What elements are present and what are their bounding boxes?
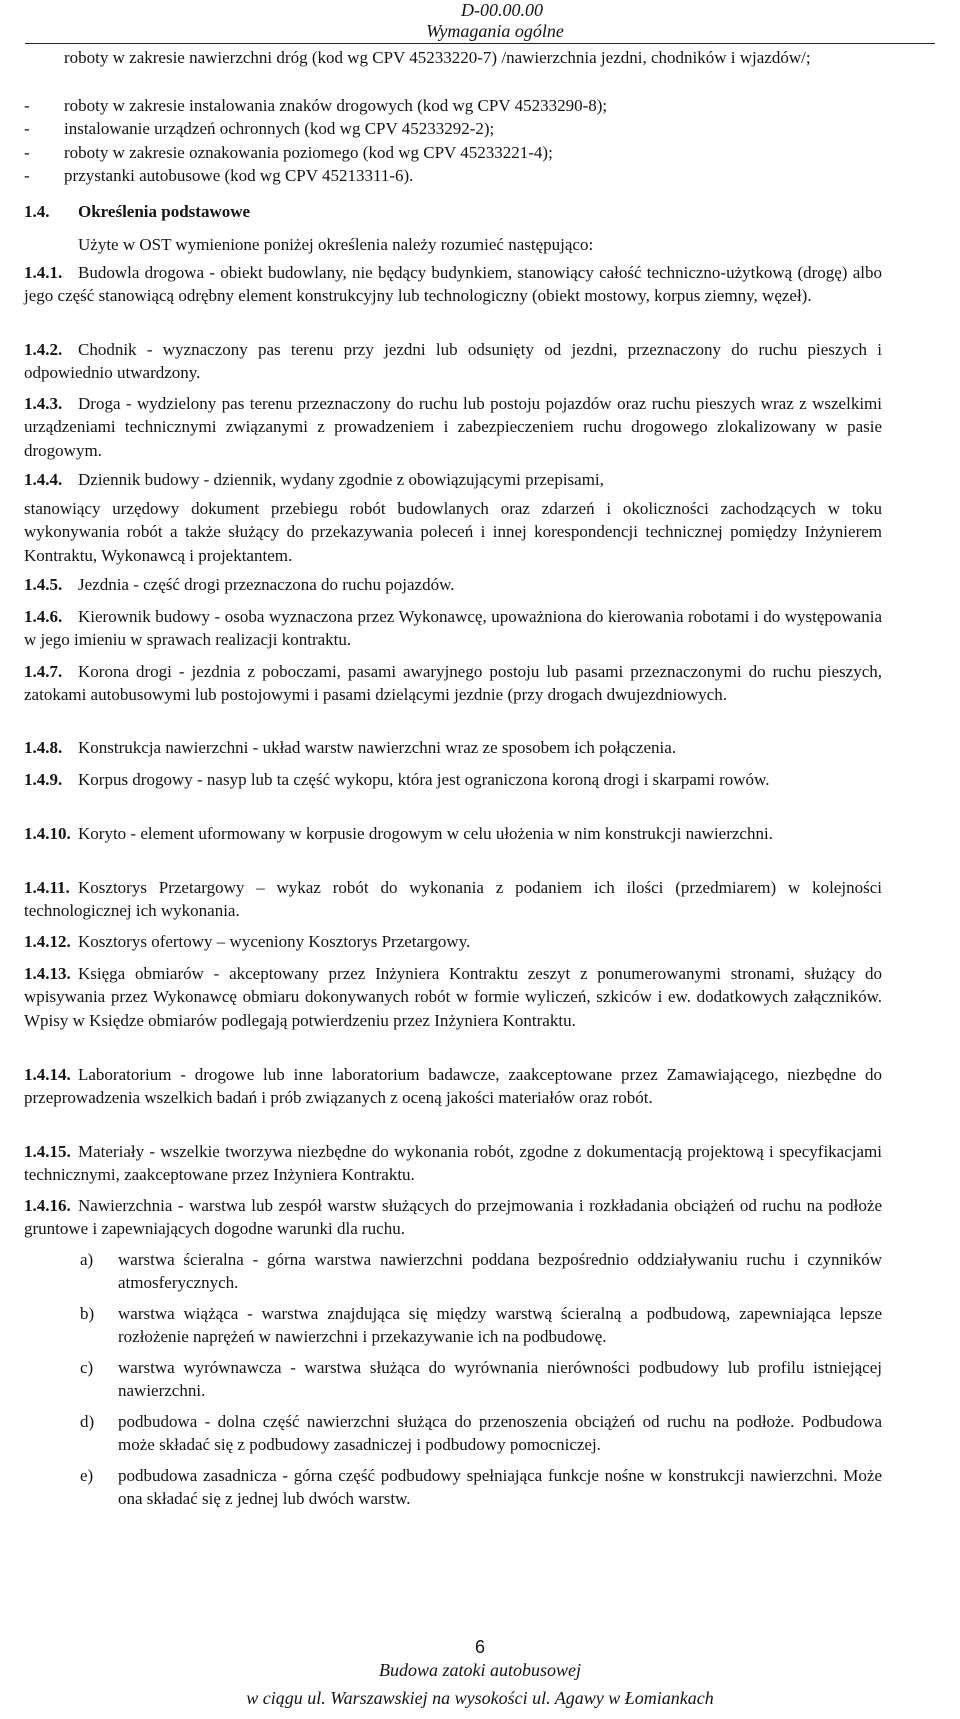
bullet-item: roboty w zakresie nawierzchni dróg (kod wg CPV 45233220-7) /nawierzchnia jezdni, chodników i wjazdów/;	[64, 48, 811, 67]
sub-list-item: e) podbudowa zasadnicza - górna część podbudowy spełniająca funkcje nośne w konstrukcji nawierzchni. Może ona składać się z jednej lub dwóch warstw.	[80, 1466, 882, 1509]
page-header	[0, 0, 960, 44]
definition-paragraph: 1.4.2. Chodnik - wyznaczony pas terenu przy jezdni lub odsunięty od jezdni, przeznaczony do ruchu pieszych i odpowiednio utwardzony.	[24, 340, 882, 383]
definition-paragraph: 1.4.9. Korpus drogowy - nasyp lub ta część wykopu, która jest ograniczona koroną drogi i skarpami rowów.	[24, 770, 770, 789]
sub-list-item: d) podbudowa - dolna część nawierzchni służąca do przenoszenia obciążeń od ruchu na podłoże. Podbudowa może składać się z podbudowy zasadniczej i podbudowy pomocniczej.	[80, 1412, 882, 1455]
definition-paragraph: 1.4.4. Dziennik budowy - dziennik, wydany zgodnie z obowiązującymi przepisami,	[24, 470, 604, 489]
section-intro: Użyte w OST wymienione poniżej określenia należy rozumieć następująco:	[78, 235, 594, 254]
bullet-item: - roboty w zakresie oznakowania poziomego (kod wg CPV 45233221-4);	[24, 143, 553, 162]
sub-list-item: c) warstwa wyrównawcza - warstwa służąca do wyrównania nierówności podbudowy lub profilu istniejącej nawierzchni.	[80, 1358, 882, 1401]
footer-line-1: Budowa zatoki autobusowej	[379, 1660, 581, 1680]
sub-list-item: b) warstwa wiążąca - warstwa znajdująca się między warstwą ścieralną a podbudową, zapewniająca lepsze rozłożenie naprężeń w nawierzchni i przekazywanie ich na podbudowę.	[80, 1304, 882, 1347]
bullet-item: - przystanki autobusowe (kod wg CPV 45213311-6).	[24, 166, 414, 185]
definition-paragraph: 1.4.7. Korona drogi - jezdnia z poboczami, pasami awaryjnego postoju lub pasami przeznaczonymi do ruchu pieszych, zatokami autobusowymi lub postojowymi i pasami dzielącymi jezdnie (przy drogach dwujezdniowych.	[24, 662, 882, 705]
page-number: 6	[474, 1637, 485, 1657]
definition-paragraph: 1.4.8. Konstrukcja nawierzchni - układ warstw nawierzchni wraz ze sposobem ich połączenia.	[24, 738, 677, 757]
definition-paragraph: 1.4.6. Kierownik budowy - osoba wyznaczona przez Wykonawcę, upoważniona do kierowania robotami i do występowania w jego imieniu w sprawach realizacji kontraktu.	[24, 607, 882, 650]
definition-paragraph: 1.4.3. Droga - wydzielony pas terenu przeznaczony do ruchu lub postoju pojazdów oraz ruchu pieszych wraz z wszelkimi urządzeniami technicznymi związanymi z prowadzeniem i zabezpieczeniem ruchu drogowego zlokalizowany w pasie drogowym.	[24, 394, 882, 460]
definition-paragraph: 1.4.16. Nawierzchnia - warstwa lub zespół warstw służących do przejmowania i rozkładania obciążeń od ruchu na podłoże gruntowe i zapewniających dogodne warunki dla ruchu.	[24, 1196, 882, 1239]
footer-line-2: w ciągu ul. Warszawskiej na wysokości ul. Agawy w Łomiankach	[246, 1688, 714, 1708]
bullet-item: - roboty w zakresie instalowania znaków drogowych (kod wg CPV 45233290-8);	[24, 96, 608, 115]
definition-paragraph: 1.4.15. Materiały - wszelkie tworzywa niezbędne do wykonania robót, zgodne z dokumentacją projektową i specyfikacjami technicznymi, zaakceptowane przez Inżyniera Kontraktu.	[24, 1142, 882, 1185]
definition-paragraph: 1.4.5. Jezdnia - część drogi przeznaczona do ruchu pojazdów.	[24, 575, 455, 594]
definition-continuation: stanowiący urzędowy dokument przebiegu robót budowlanych oraz zdarzeń i okoliczności zachodzących w toku wykonywania robót a także służący do przekazywania poleceń i innej korespondencji technicznej pomiędzy Inżynierem Kontraktu, Wykonawcą i projektantem.	[24, 499, 882, 565]
definition-paragraph: 1.4.12. Kosztorys ofertowy – wyceniony Kosztorys Przetargowy.	[24, 932, 471, 951]
header-title: Wymagania ogólne	[25, 21, 935, 44]
sub-list-item: a) warstwa ścieralna - górna warstwa nawierzchni poddana bezpośrednio oddziaływaniu ruchu i czynników atmosferycznych.	[80, 1250, 882, 1293]
header-code: D-00.00.00	[461, 0, 543, 20]
definition-paragraph: 1.4.13. Księga obmiarów - akceptowany przez Inżyniera Kontraktu zeszyt z ponumerowanymi stronami, służący do wpisywania przez Wykonawcę obmiaru dokonywanych robót w formie wyliczeń, szkiców i ew. dodatkowych załączników. Wpisy w Księdze obmiarów podlegają potwierdzeniu przez Inżyniera Kontraktu.	[24, 964, 882, 1030]
definition-paragraph: 1.4.14. Laboratorium - drogowe lub inne laboratorium badawcze, zaakceptowane przez Zamawiającego, niezbędne do przeprowadzenia wszelkich badań i prób związanych z oceną jakości materiałów oraz robót.	[24, 1065, 882, 1108]
definition-paragraph: 1.4.10. Koryto - element uformowany w korpusie drogowym w celu ułożenia w nim konstrukcji nawierzchni.	[24, 824, 773, 843]
section-heading: 1.4. Określenia podstawowe	[24, 202, 251, 221]
definition-paragraph: 1.4.11. Kosztorys Przetargowy – wykaz robót do wykonania z podaniem ich ilości (przedmiarem) w kolejności technologicznej ich wykonania.	[24, 878, 882, 921]
definition-paragraph: 1.4.1. Budowla drogowa - obiekt budowlany, nie będący budynkiem, stanowiący całość techniczno-użytkową (drogę) albo jego część stanowiącą odrębny element konstrukcyjny lub technologiczny (obiekt mostowy, korpus ziemny, węzeł).	[24, 263, 882, 306]
bullet-item: - instalowanie urządzeń ochronnych (kod wg CPV 45233292-2);	[24, 119, 495, 138]
